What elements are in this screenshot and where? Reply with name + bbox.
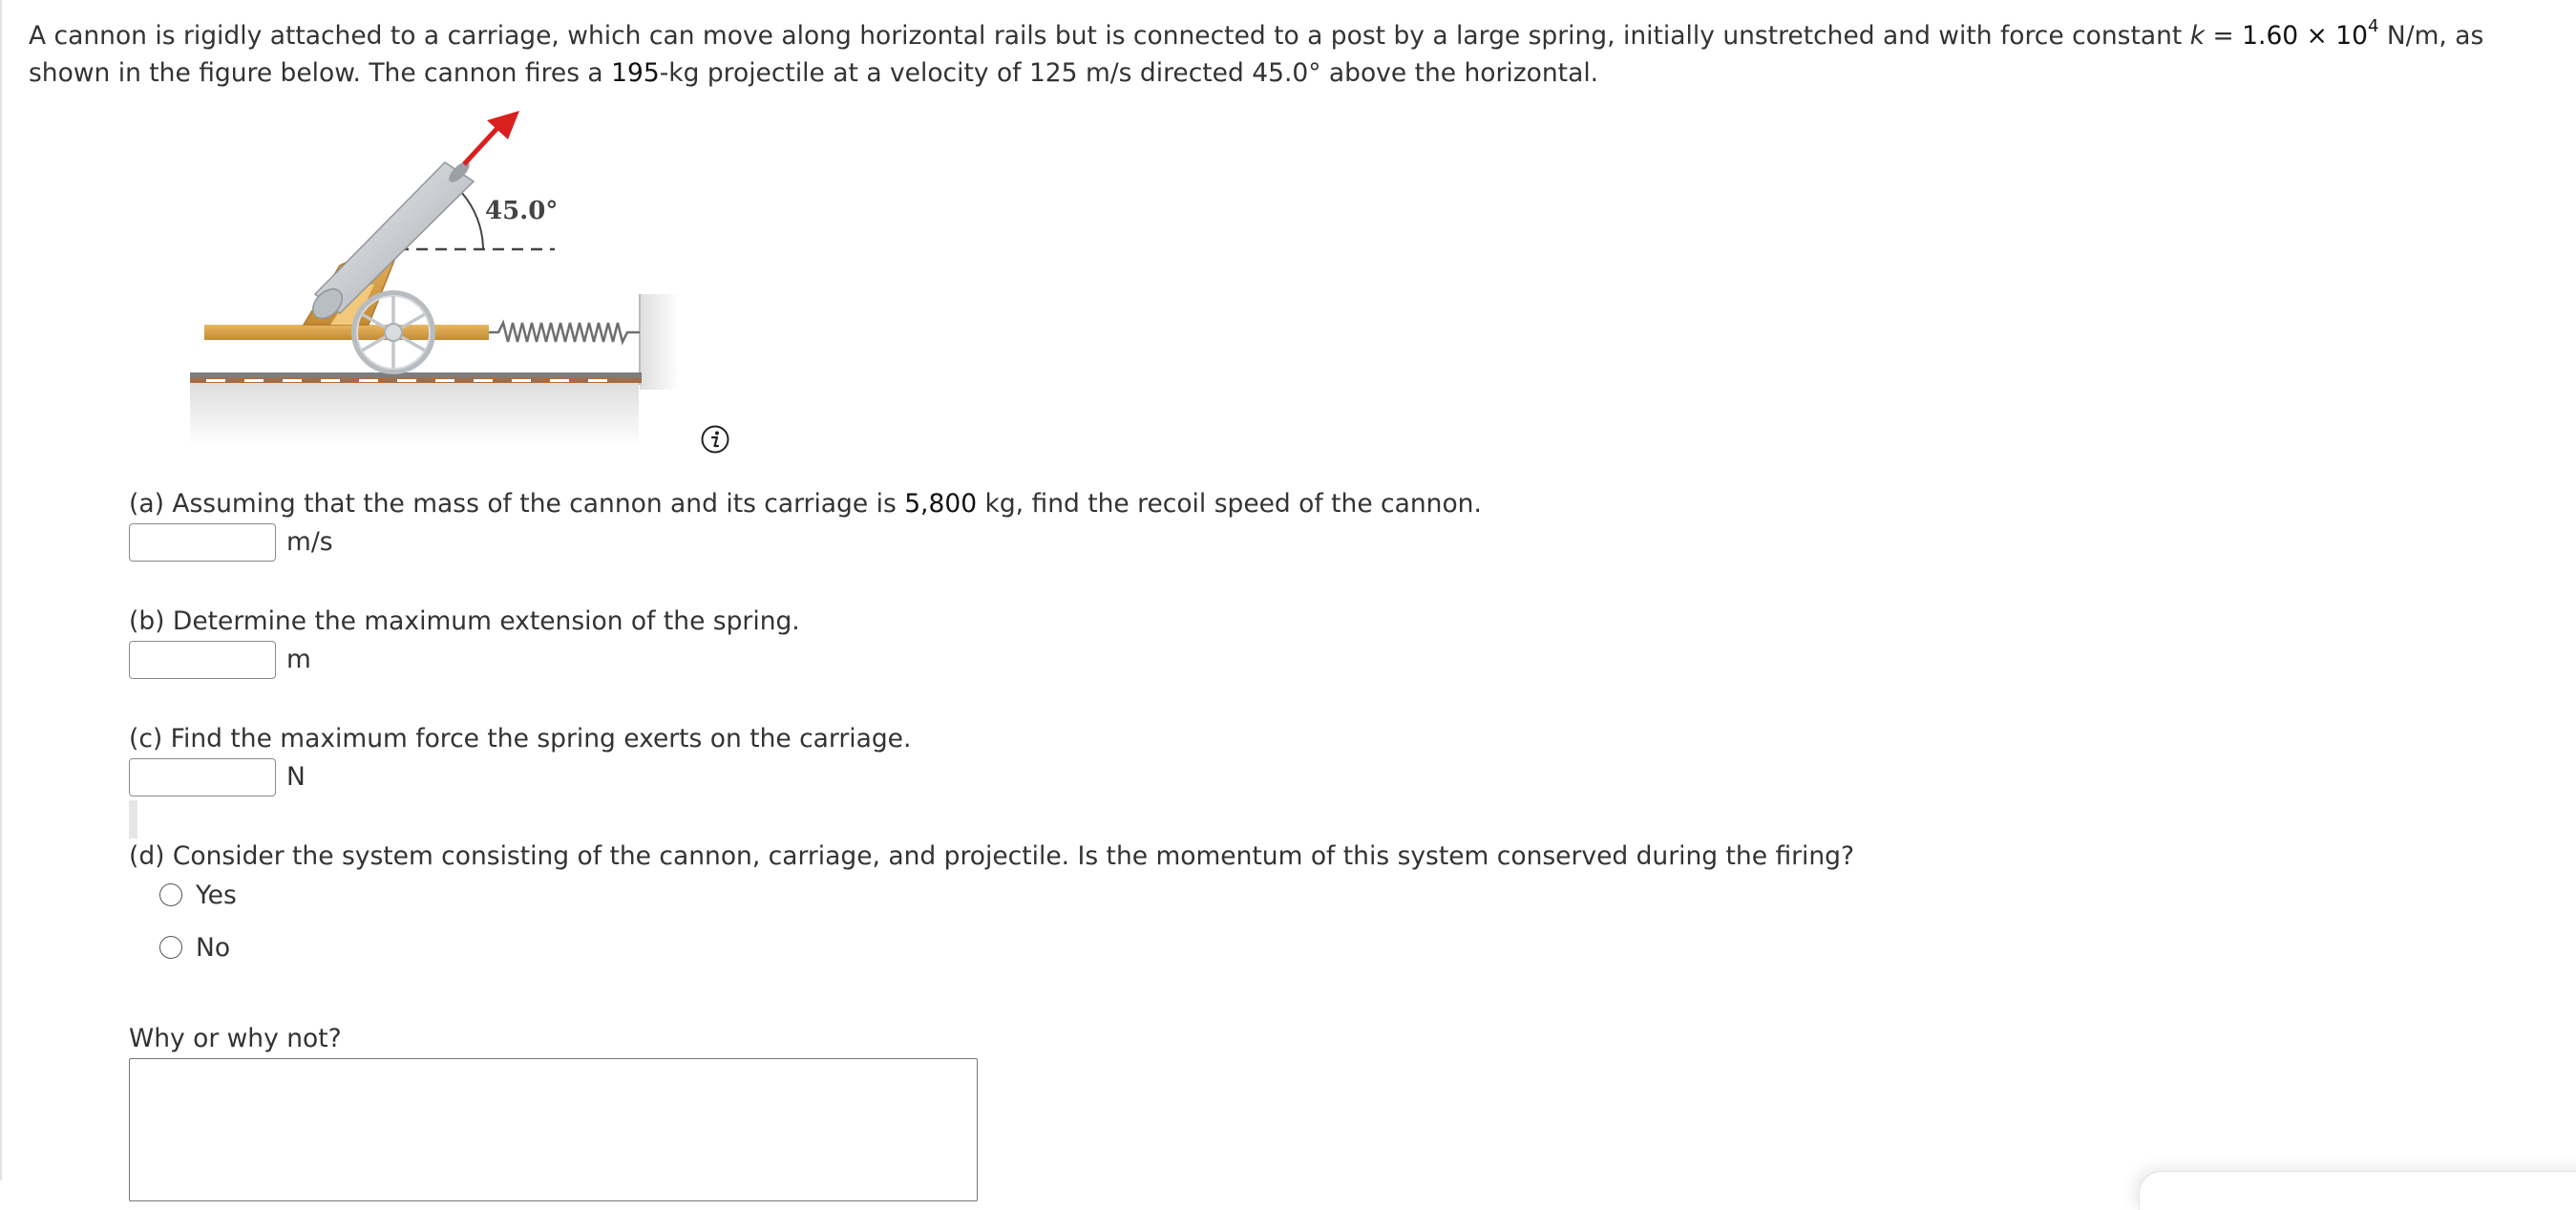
projectile-mass: 195 <box>611 58 660 88</box>
force-constant-exponent: 4 <box>2367 16 2379 36</box>
problem-statement <box>29 17 2549 92</box>
floating-panel-edge <box>2139 1171 2576 1210</box>
radio-option-no[interactable] <box>159 930 230 965</box>
equals-sign: = <box>2205 21 2243 51</box>
question-c: (c) Find the maximum force the spring exerts on the carriage. <box>129 724 912 754</box>
answer-c-marker <box>129 800 137 839</box>
cannon-barrel <box>307 159 474 324</box>
question-a-text-1: (a) Assuming that the mass of the cannon and its carriage is <box>129 489 905 519</box>
unit-b: m <box>286 645 311 674</box>
carriage-beam <box>204 325 489 340</box>
answer-b-input[interactable] <box>129 641 276 679</box>
angle-label: 45.0° <box>485 197 559 225</box>
radio-no-label: No <box>196 932 231 963</box>
floor-shadow <box>190 380 639 447</box>
intro-text-3: -kg projectile at a velocity of 125 m/s directed 45.0° above the horizontal. <box>659 58 1599 88</box>
unit-c: N <box>286 762 306 792</box>
spring <box>489 323 640 342</box>
unit-a: m/s <box>286 527 333 557</box>
post <box>640 294 680 390</box>
force-constant-value: 1.60 <box>2242 21 2299 51</box>
cannon-mass: 5,800 <box>904 489 978 519</box>
answer-c-input[interactable] <box>129 758 276 796</box>
radio-yes-circle[interactable] <box>159 883 182 906</box>
rails <box>190 372 642 383</box>
intro-text-1: A cannon is rigidly attached to a carriage, which can move along horizontal rails but is connected to a post by a large spring, initially unstretched and with force constant <box>29 21 2190 51</box>
times-ten: × 10 <box>2298 21 2368 51</box>
radio-option-yes[interactable] <box>159 878 237 912</box>
question-a <box>129 488 1482 520</box>
question-b: (b) Determine the maximum extension of the spring. <box>129 606 800 636</box>
question-a-text-2: kg, find the recoil speed of the cannon. <box>977 489 1482 519</box>
question-d: (d) Consider the system consisting of the cannon, carriage, and projectile. Is the momentum of this system conserved during the firing? <box>129 841 1855 871</box>
why-label: Why or why not? <box>129 1024 342 1053</box>
answer-a-input[interactable] <box>129 523 276 562</box>
cannon-figure <box>187 103 684 456</box>
radio-yes-label: Yes <box>196 880 237 910</box>
velocity-arrow <box>464 111 519 164</box>
k-symbol: k <box>2189 21 2206 51</box>
left-border <box>0 0 2 1180</box>
info-icon[interactable] <box>700 424 730 455</box>
radio-no-circle[interactable] <box>159 936 182 959</box>
intro-text-2: N/m, as shown in the figure below. The cannon fires a <box>29 21 2484 88</box>
